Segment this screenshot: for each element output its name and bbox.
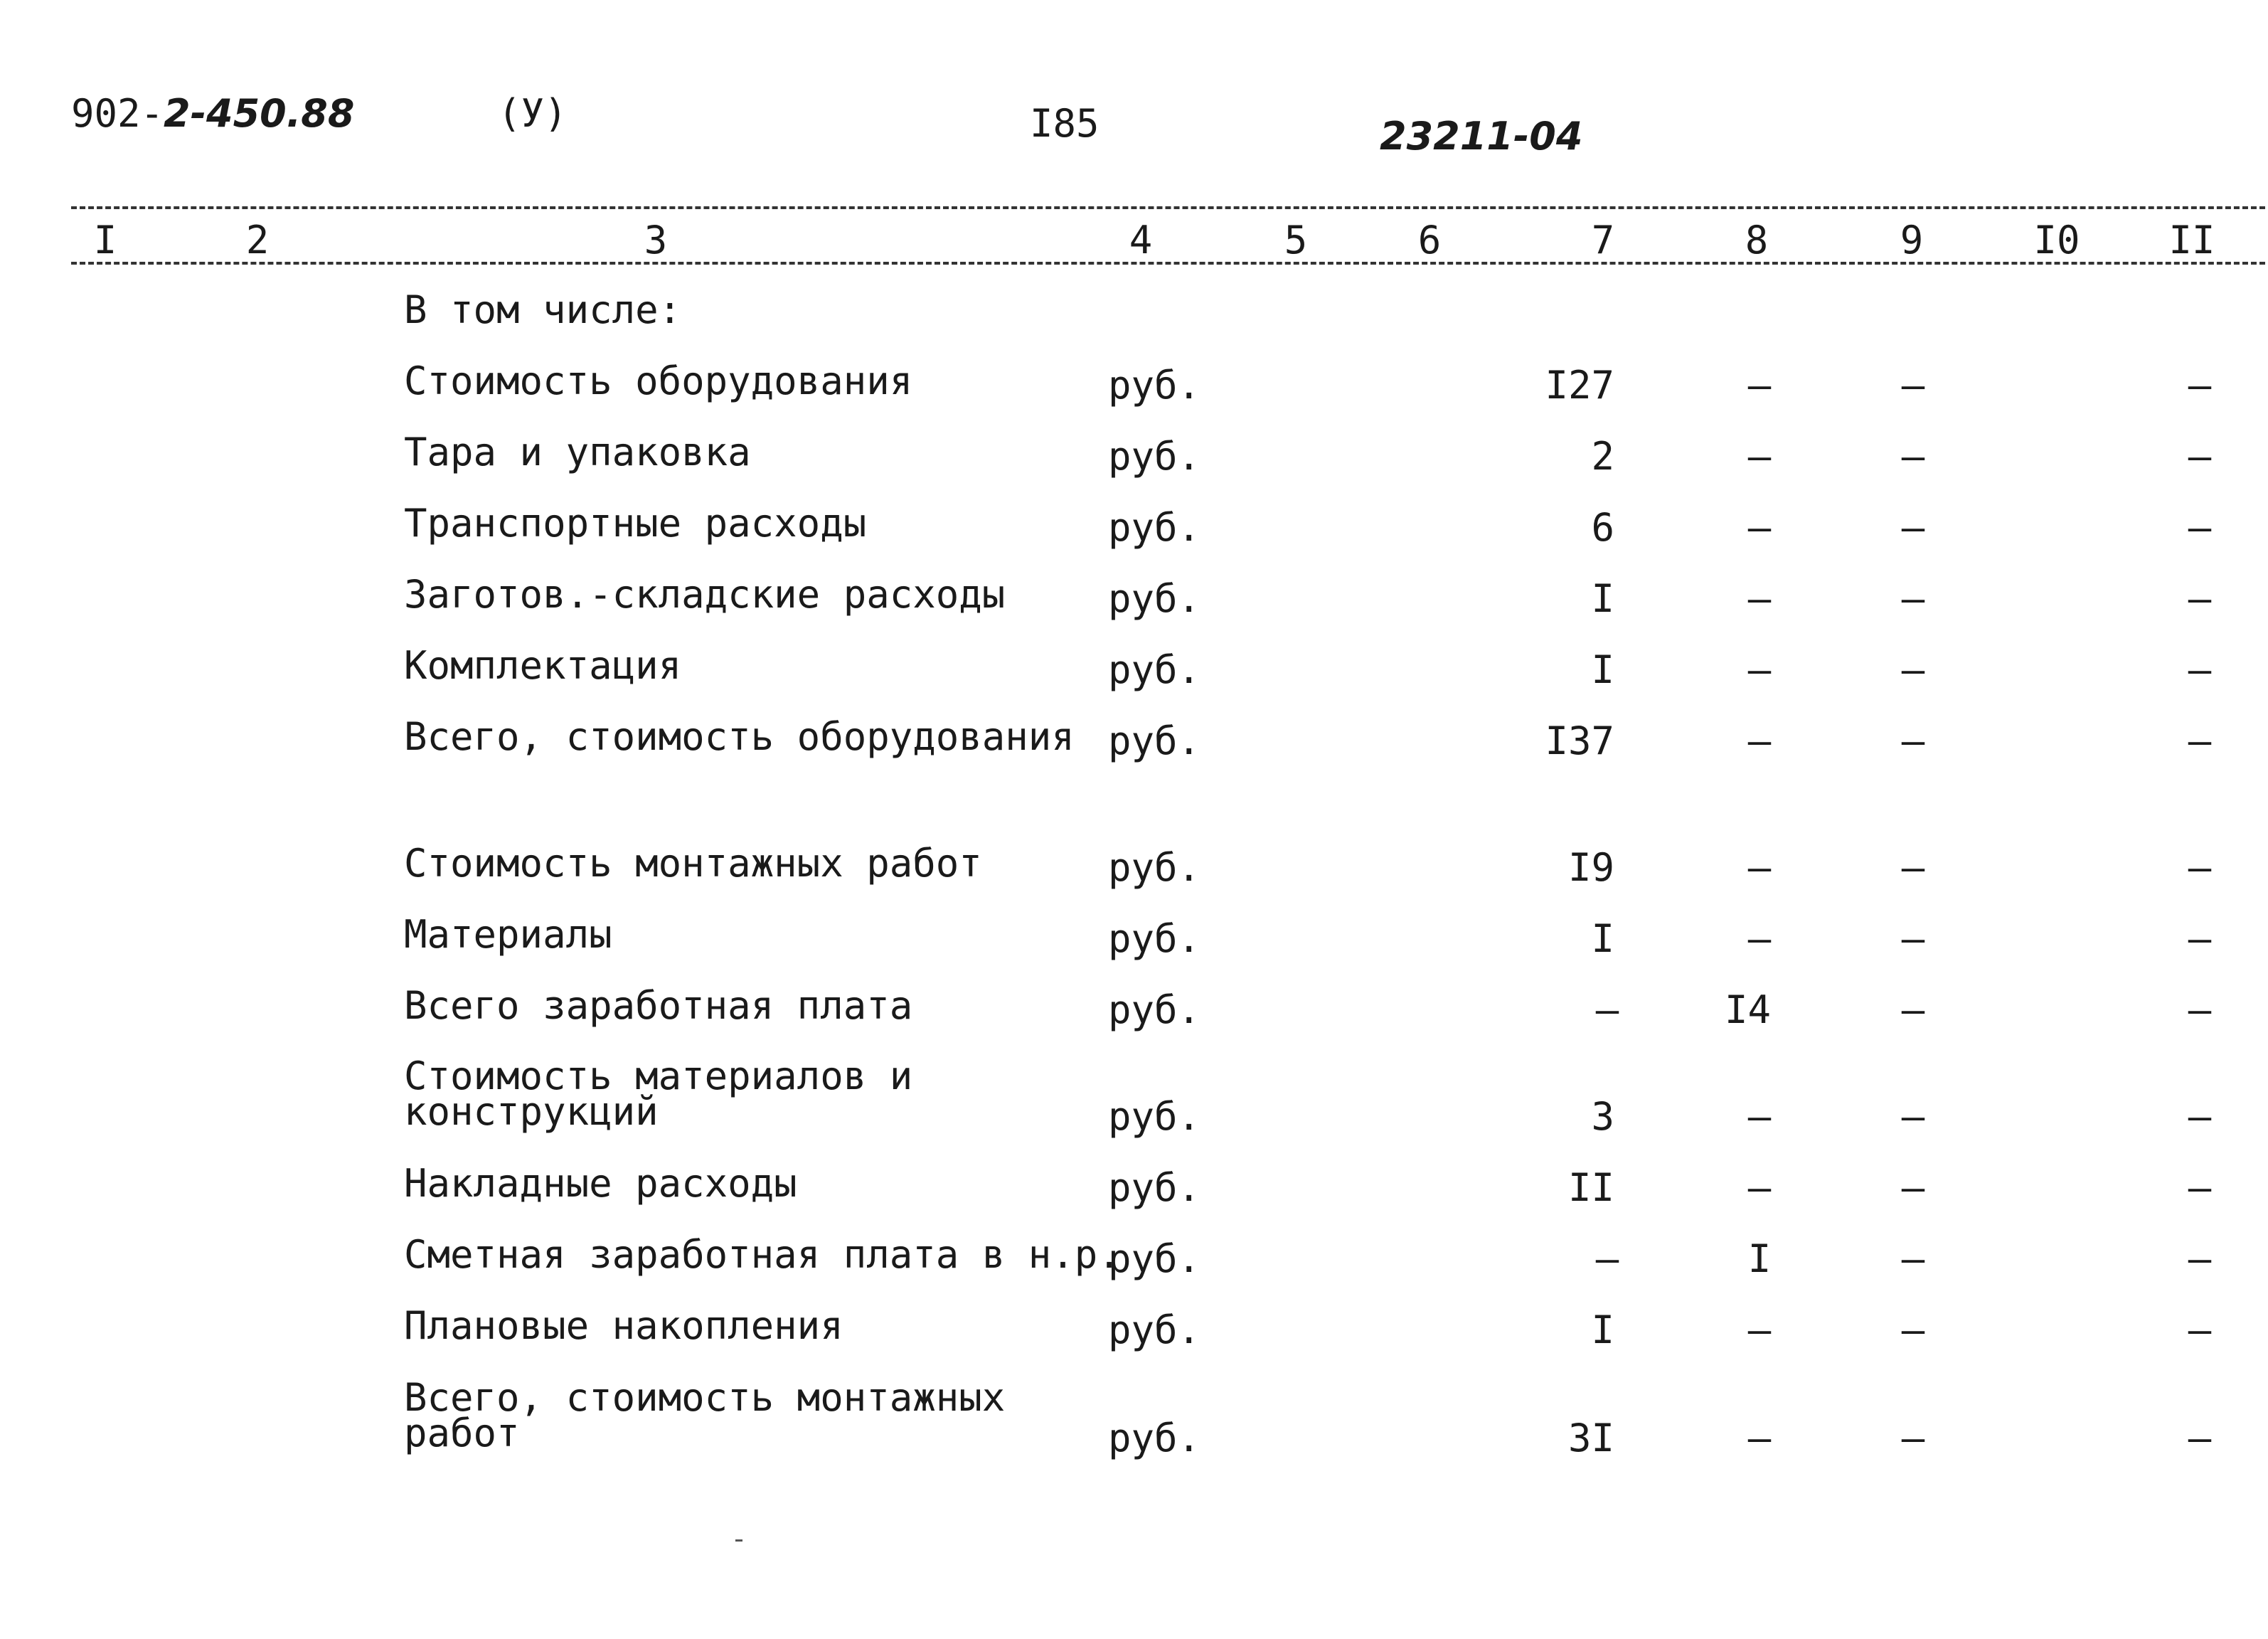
table-row bbox=[0, 912, 2268, 987]
row-unit: руб. bbox=[1108, 1094, 1201, 1139]
document-code-handwritten: 2-450.88 bbox=[164, 91, 355, 136]
column-number-7: 7 bbox=[1591, 218, 1615, 262]
table-row bbox=[0, 572, 2268, 647]
row-col11-value: – bbox=[2188, 1236, 2212, 1281]
row-col8-value: – bbox=[1747, 916, 1772, 961]
row-col11-value: – bbox=[2188, 718, 2212, 763]
table-row bbox=[0, 841, 2268, 916]
row-col7-value: I bbox=[1591, 1308, 1614, 1352]
row-col8-value: – bbox=[1747, 576, 1772, 621]
row-label: Сметная заработная плата в н.р. bbox=[404, 1232, 1121, 1277]
row-unit: руб. bbox=[1108, 1416, 1201, 1460]
row-col11-value: – bbox=[2188, 1416, 2212, 1460]
row-col7-value: – bbox=[1595, 987, 1619, 1032]
row-col8-value: I bbox=[1747, 1236, 1772, 1281]
row-unit: руб. bbox=[1108, 916, 1201, 961]
table-row-total bbox=[0, 714, 2268, 790]
table-row bbox=[0, 643, 2268, 718]
section-title-row bbox=[0, 287, 2268, 363]
row-label: Тара и упаковка bbox=[404, 430, 751, 474]
column-number-9: 9 bbox=[1900, 218, 1924, 262]
row-col9-value: – bbox=[1901, 916, 1925, 961]
row-col11-value: – bbox=[2188, 987, 2212, 1032]
row-col7-value: 6 bbox=[1591, 505, 1614, 550]
row-col7-value: I27 bbox=[1545, 363, 1614, 408]
table-row-total bbox=[0, 1375, 2268, 1487]
row-label: Всего заработная плата bbox=[404, 983, 913, 1028]
row-unit: руб. bbox=[1108, 434, 1201, 479]
row-unit: руб. bbox=[1108, 1165, 1201, 1210]
row-label-line2: конструкций bbox=[404, 1089, 659, 1134]
row-col8-value: – bbox=[1747, 363, 1772, 408]
row-col11-value: – bbox=[2188, 505, 2212, 550]
row-col9-value: – bbox=[1901, 434, 1925, 479]
row-col8-value: – bbox=[1747, 505, 1772, 550]
row-unit: руб. bbox=[1108, 576, 1201, 621]
row-col9-value: – bbox=[1901, 1165, 1925, 1210]
row-col11-value: – bbox=[2188, 363, 2212, 408]
row-unit: руб. bbox=[1108, 505, 1201, 550]
column-number-4: 4 bbox=[1129, 218, 1153, 262]
column-number-10: I0 bbox=[2033, 218, 2080, 262]
row-col9-value: – bbox=[1901, 1094, 1925, 1139]
table-row bbox=[0, 501, 2268, 576]
column-number-6: 6 bbox=[1417, 218, 1442, 262]
row-label: Накладные расходы bbox=[404, 1161, 797, 1206]
row-col9-value: – bbox=[1901, 1416, 1925, 1460]
row-col11-value: – bbox=[2188, 845, 2212, 890]
row-col7-value: 3 bbox=[1591, 1094, 1614, 1139]
row-col9-value: – bbox=[1901, 363, 1925, 408]
page-number: I85 bbox=[1030, 101, 1100, 146]
row-col8-value: – bbox=[1747, 647, 1772, 692]
row-unit: руб. bbox=[1108, 647, 1201, 692]
document-mark: (У) bbox=[498, 91, 568, 136]
row-col7-value: II bbox=[1567, 1165, 1614, 1210]
row-label: Транспортные расходы bbox=[404, 501, 867, 546]
row-col7-value: I bbox=[1591, 647, 1614, 692]
row-label bbox=[404, 1375, 1006, 1455]
row-col7-value: – bbox=[1595, 1236, 1619, 1281]
row-col8-value: – bbox=[1747, 845, 1772, 890]
row-col9-value: – bbox=[1901, 1308, 1925, 1352]
column-number-2: 2 bbox=[245, 218, 270, 262]
header-rule-top bbox=[71, 206, 2265, 209]
row-col8-value: – bbox=[1747, 434, 1772, 479]
row-col7-value: I37 bbox=[1545, 718, 1614, 763]
row-col11-value: – bbox=[2188, 576, 2212, 621]
row-col9-value: – bbox=[1901, 505, 1925, 550]
row-label: Комплектация bbox=[404, 643, 682, 688]
row-unit: руб. bbox=[1108, 718, 1201, 763]
row-col9-value: – bbox=[1901, 845, 1925, 890]
table-row bbox=[0, 983, 2268, 1059]
scan-mark bbox=[735, 1539, 742, 1542]
row-label-line1: Всего, стоимость монтажных bbox=[404, 1375, 1006, 1420]
table-row bbox=[0, 1232, 2268, 1308]
row-label: Плановые накопления bbox=[404, 1303, 843, 1348]
section-title: В том числе: bbox=[404, 287, 682, 332]
row-unit: руб. bbox=[1108, 845, 1201, 890]
column-number-8: 8 bbox=[1745, 218, 1769, 262]
row-col9-value: – bbox=[1901, 576, 1925, 621]
row-col8-value: – bbox=[1747, 1094, 1772, 1139]
row-col11-value: – bbox=[2188, 1094, 2212, 1139]
row-label: Заготов.-складские расходы bbox=[404, 572, 1006, 617]
row-col11-value: – bbox=[2188, 1165, 2212, 1210]
table-row bbox=[0, 359, 2268, 434]
table-row bbox=[0, 1303, 2268, 1379]
row-col8-value: – bbox=[1747, 1416, 1772, 1460]
row-label bbox=[404, 1054, 913, 1134]
row-unit: руб. bbox=[1108, 987, 1201, 1032]
column-number-11: II bbox=[2168, 218, 2215, 262]
row-col7-value: I9 bbox=[1567, 845, 1614, 890]
row-col11-value: – bbox=[2188, 434, 2212, 479]
row-col9-value: – bbox=[1901, 1236, 1925, 1281]
table-row bbox=[0, 430, 2268, 505]
table-row bbox=[0, 1054, 2268, 1165]
column-number-1: I bbox=[93, 218, 117, 262]
document-code bbox=[71, 91, 354, 136]
row-col9-value: – bbox=[1901, 987, 1925, 1032]
row-col9-value: – bbox=[1901, 647, 1925, 692]
row-col11-value: – bbox=[2188, 647, 2212, 692]
row-unit: руб. bbox=[1108, 363, 1201, 408]
row-unit: руб. bbox=[1108, 1308, 1201, 1352]
row-col11-value: – bbox=[2188, 916, 2212, 961]
document-code-prefix: 902- bbox=[71, 91, 164, 136]
row-unit: руб. bbox=[1108, 1236, 1201, 1281]
row-col7-value: 2 bbox=[1591, 434, 1614, 479]
document-number-handwritten: 23211-04 bbox=[1380, 114, 1583, 159]
row-label-line2: работ bbox=[404, 1411, 520, 1455]
row-col8-value: I4 bbox=[1724, 987, 1771, 1032]
row-label: Всего, стоимость оборудования bbox=[404, 714, 1075, 759]
row-col9-value: – bbox=[1901, 718, 1925, 763]
row-label: Материалы bbox=[404, 912, 612, 957]
column-number-3: 3 bbox=[644, 218, 668, 262]
row-col8-value: – bbox=[1747, 1165, 1772, 1210]
row-col7-value: I bbox=[1591, 576, 1614, 621]
row-col7-value: 3I bbox=[1567, 1416, 1614, 1460]
row-col7-value: I bbox=[1591, 916, 1614, 961]
row-label: Стоимость оборудования bbox=[404, 359, 913, 403]
table-row bbox=[0, 1161, 2268, 1236]
row-label: Стоимость монтажных работ bbox=[404, 841, 982, 886]
column-number-5: 5 bbox=[1284, 218, 1308, 262]
row-label-line1: Стоимость материалов и bbox=[404, 1054, 913, 1098]
row-col8-value: – bbox=[1747, 718, 1772, 763]
row-col11-value: – bbox=[2188, 1308, 2212, 1352]
row-col8-value: – bbox=[1747, 1308, 1772, 1352]
